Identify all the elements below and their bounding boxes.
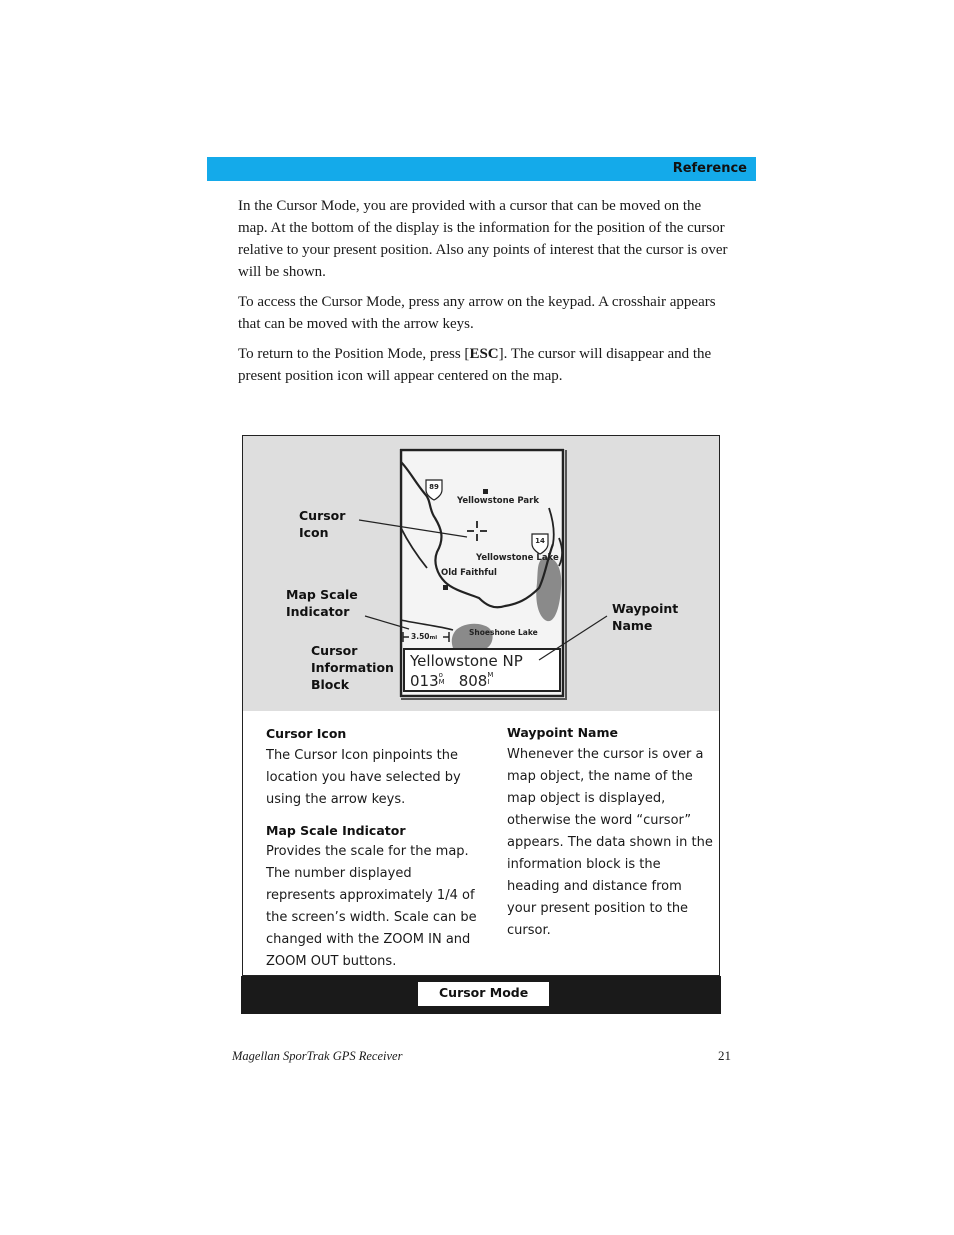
callout-waypoint-name: Waypoint Name [612, 601, 679, 633]
callout-leader-lines [243, 436, 721, 711]
intro-paragraph-1: In the Cursor Mode, you are provided with a cursor that can be moved on the map. At the bottom of the display is the information for the position of the cursor relative to your present position. Also any points of interest that the cursor is over will be shown. [238, 198, 728, 280]
footer-page-number: 21 [718, 1048, 731, 1063]
map-label-lake: Yellowstone Lake [476, 553, 559, 563]
figure-caption-bar [241, 976, 721, 1014]
figure-caption: Cursor Mode [418, 982, 549, 1006]
distance-sub: I [487, 678, 490, 686]
section-label: Reference [672, 161, 747, 176]
callout-info-block: Cursor Information Block [311, 643, 394, 692]
info-distance: 808 [458, 672, 488, 690]
scale-unit: mi [429, 635, 438, 641]
intro-paragraph-2: To access the Cursor Mode, press any arrow on the keypad. A crosshair appears that can be moved with the arrow keys. [238, 294, 716, 332]
map-label-park: Yellowstone Park [457, 496, 539, 506]
info-heading: 013 [410, 672, 439, 690]
paragraph-3-tail: ]. The cursor will disappear and the present position icon will appear centered on the map. [238, 346, 712, 384]
desc-map-scale-text: Provides the scale for the map. The number displayed represents approximately 1/4 of the screen’s width. Scale can be changed with the ZOOM IN and ZOOM OUT buttons. [266, 844, 477, 969]
route-89-label: 89 [429, 483, 439, 491]
desc-cursor-icon-text: The Cursor Icon pinpoints the location you have selected by using the arrow keys. [266, 748, 461, 807]
callout-map-scale: Map Scale Indicator [286, 587, 358, 619]
figure-illustration-area [243, 436, 719, 711]
section-header-bar [207, 157, 756, 181]
esc-key-label: ESC [469, 346, 499, 362]
desc-cursor-icon-heading: Cursor Icon [266, 726, 347, 741]
scale-number: 3.50 [411, 632, 430, 641]
paragraph-3-lead: To return to the Position Mode, press [ [238, 346, 470, 362]
info-waypoint-name: Yellowstone NP [410, 652, 523, 670]
footer-book-title: Magellan SporTrak GPS Receiver [232, 1049, 403, 1063]
route-14-label: 14 [535, 537, 545, 545]
map-label-faithful: Old Faithful [441, 568, 497, 578]
callout-cursor-icon: Cursor Icon [299, 508, 346, 540]
distance-sup: M [487, 671, 494, 679]
cursor-mode-figure [242, 435, 720, 976]
desc-waypoint-heading: Waypoint Name [507, 725, 618, 740]
map-label-shoshone: Shoeshone Lake [469, 628, 538, 637]
desc-waypoint-text: Whenever the cursor is over a map object, the name of the map object is displayed, otherwise the word “cursor” appears. The data shown in the information block is the heading and distance from your present position to the cursor. [507, 747, 713, 938]
heading-sub: M [438, 678, 445, 686]
desc-map-scale-heading: Map Scale Indicator [266, 823, 406, 838]
intro-paragraph-3 [238, 343, 728, 387]
heading-sup: o [438, 671, 443, 679]
